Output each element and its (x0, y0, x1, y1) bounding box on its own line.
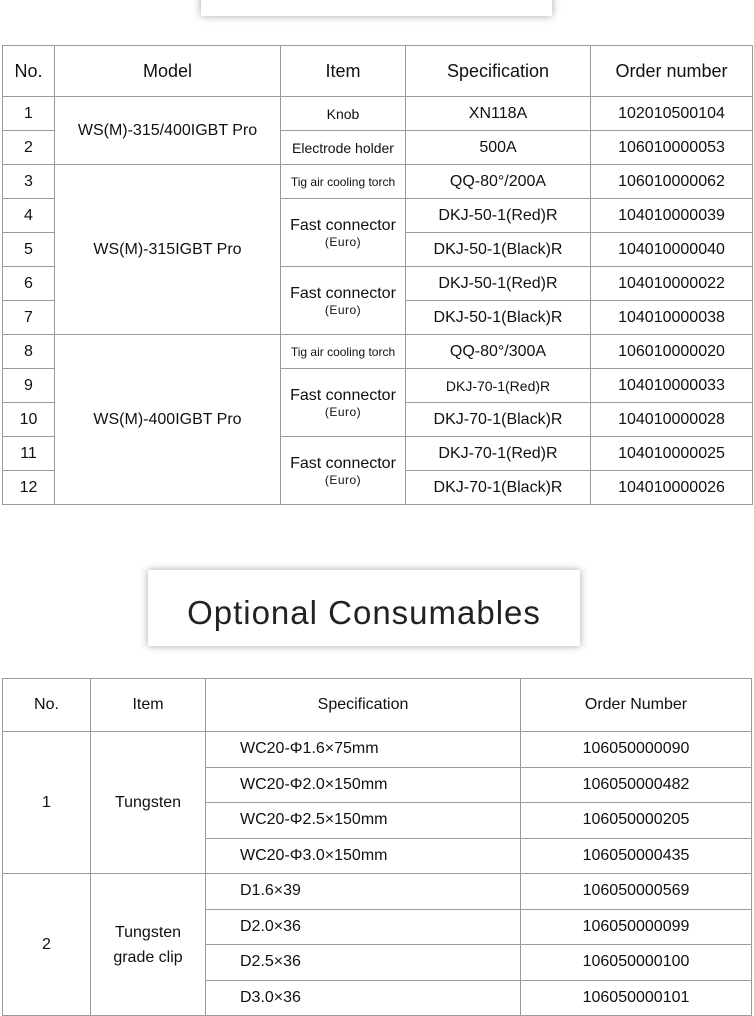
header-item: Item (281, 46, 406, 97)
order-cell: 106050000205 (521, 803, 752, 839)
spec-cell: DKJ-50-1(Red)R (406, 267, 591, 301)
row-number: 11 (3, 437, 55, 471)
order-cell: 106050000099 (521, 909, 752, 945)
header-item: Item (91, 679, 206, 732)
order-cell: 106010000062 (591, 165, 753, 199)
group-number: 1 (3, 732, 91, 874)
header-specification: Specification (406, 46, 591, 97)
order-cell: 104010000040 (591, 233, 753, 267)
consumables-title: Optional Consumables (187, 594, 541, 631)
order-cell: 104010000026 (591, 471, 753, 505)
table-row (3, 165, 753, 199)
spec-cell: XN118A (406, 97, 591, 131)
row-number: 10 (3, 403, 55, 437)
order-cell: 104010000025 (591, 437, 753, 471)
order-cell: 104010000022 (591, 267, 753, 301)
order-cell: 104010000038 (591, 301, 753, 335)
item-cell (91, 874, 206, 1016)
order-cell: 106050000569 (521, 874, 752, 910)
table-header-row (3, 679, 752, 732)
row-number: 7 (3, 301, 55, 335)
header-order-number: Order Number (521, 679, 752, 732)
spec-cell: D1.6×39 (206, 874, 521, 910)
item-label-line2: grade clip (113, 948, 183, 966)
spec-cell: DKJ-70-1(Red)R (406, 369, 591, 403)
table-row (3, 335, 753, 369)
order-cell: 106050000100 (521, 945, 752, 981)
row-number: 1 (3, 97, 55, 131)
header-no: No. (3, 679, 91, 732)
item-sublabel: (Euro) (324, 234, 362, 249)
spec-cell: WC20-Φ3.0×150mm (206, 838, 521, 874)
spec-cell: DKJ-50-1(Red)R (406, 199, 591, 233)
item-label: Fast connector (290, 454, 396, 472)
spec-cell: WC20-Φ2.5×150mm (206, 803, 521, 839)
spec-cell: DKJ-70-1(Black)R (406, 403, 591, 437)
row-number: 3 (3, 165, 55, 199)
item-sublabel: (Euro) (324, 302, 362, 317)
header-specification: Specification (206, 679, 521, 732)
row-number: 4 (3, 199, 55, 233)
spec-cell: 500A (406, 131, 591, 165)
order-cell: 104010000033 (591, 369, 753, 403)
table-header-row (3, 46, 753, 97)
item-cell (281, 437, 406, 505)
item-cell: Electrode holder (281, 131, 406, 165)
spec-cell: DKJ-50-1(Black)R (406, 301, 591, 335)
table-row (3, 732, 752, 768)
spec-cell: WC20-Φ1.6×75mm (206, 732, 521, 768)
spec-cell: D2.0×36 (206, 909, 521, 945)
order-cell: 106050000090 (521, 732, 752, 768)
header-no: No. (3, 46, 55, 97)
row-number: 8 (3, 335, 55, 369)
header-model: Model (55, 46, 281, 97)
item-sublabel: (Euro) (324, 472, 362, 487)
order-cell: 104010000039 (591, 199, 753, 233)
table-row (3, 874, 752, 910)
item-label: Fast connector (290, 216, 396, 234)
row-number: 12 (3, 471, 55, 505)
model-cell: WS(M)-315IGBT Pro (55, 165, 281, 335)
order-cell: 106050000482 (521, 767, 752, 803)
row-number: 9 (3, 369, 55, 403)
row-number: 2 (3, 131, 55, 165)
order-cell: 106010000020 (591, 335, 753, 369)
spec-cell: WC20-Φ2.0×150mm (206, 767, 521, 803)
table-row (3, 97, 753, 131)
spec-cell: DKJ-50-1(Black)R (406, 233, 591, 267)
consumables-title-box (148, 570, 580, 646)
group-number: 2 (3, 874, 91, 1016)
order-cell: 104010000028 (591, 403, 753, 437)
order-cell: 106010000053 (591, 131, 753, 165)
item-cell: Tungsten (91, 732, 206, 874)
item-cell (281, 369, 406, 437)
header-order-number: Order number (591, 46, 753, 97)
spec-cell: QQ-80°/200A (406, 165, 591, 199)
spec-cell: D2.5×36 (206, 945, 521, 981)
item-label: Fast connector (290, 284, 396, 302)
model-cell: WS(M)-400IGBT Pro (55, 335, 281, 505)
spec-cell: DKJ-70-1(Red)R (406, 437, 591, 471)
accessories-title-box (201, 0, 552, 16)
item-label: Fast connector (290, 386, 396, 404)
item-sublabel: (Euro) (324, 404, 362, 419)
order-cell: 106050000435 (521, 838, 752, 874)
item-cell: Knob (281, 97, 406, 131)
model-cell: WS(M)-315/400IGBT Pro (55, 97, 281, 165)
item-cell (281, 267, 406, 335)
item-label-line1: Tungsten (114, 923, 182, 941)
item-cell: Tig air cooling torch (281, 165, 406, 199)
spec-cell: DKJ-70-1(Black)R (406, 471, 591, 505)
item-cell (281, 199, 406, 267)
accessories-table (2, 45, 753, 505)
row-number: 6 (3, 267, 55, 301)
spec-cell: D3.0×36 (206, 980, 521, 1016)
order-cell: 106050000101 (521, 980, 752, 1016)
consumables-table (2, 678, 752, 1016)
spec-cell: QQ-80°/300A (406, 335, 591, 369)
order-cell: 102010500104 (591, 97, 753, 131)
row-number: 5 (3, 233, 55, 267)
item-cell: Tig air cooling torch (281, 335, 406, 369)
